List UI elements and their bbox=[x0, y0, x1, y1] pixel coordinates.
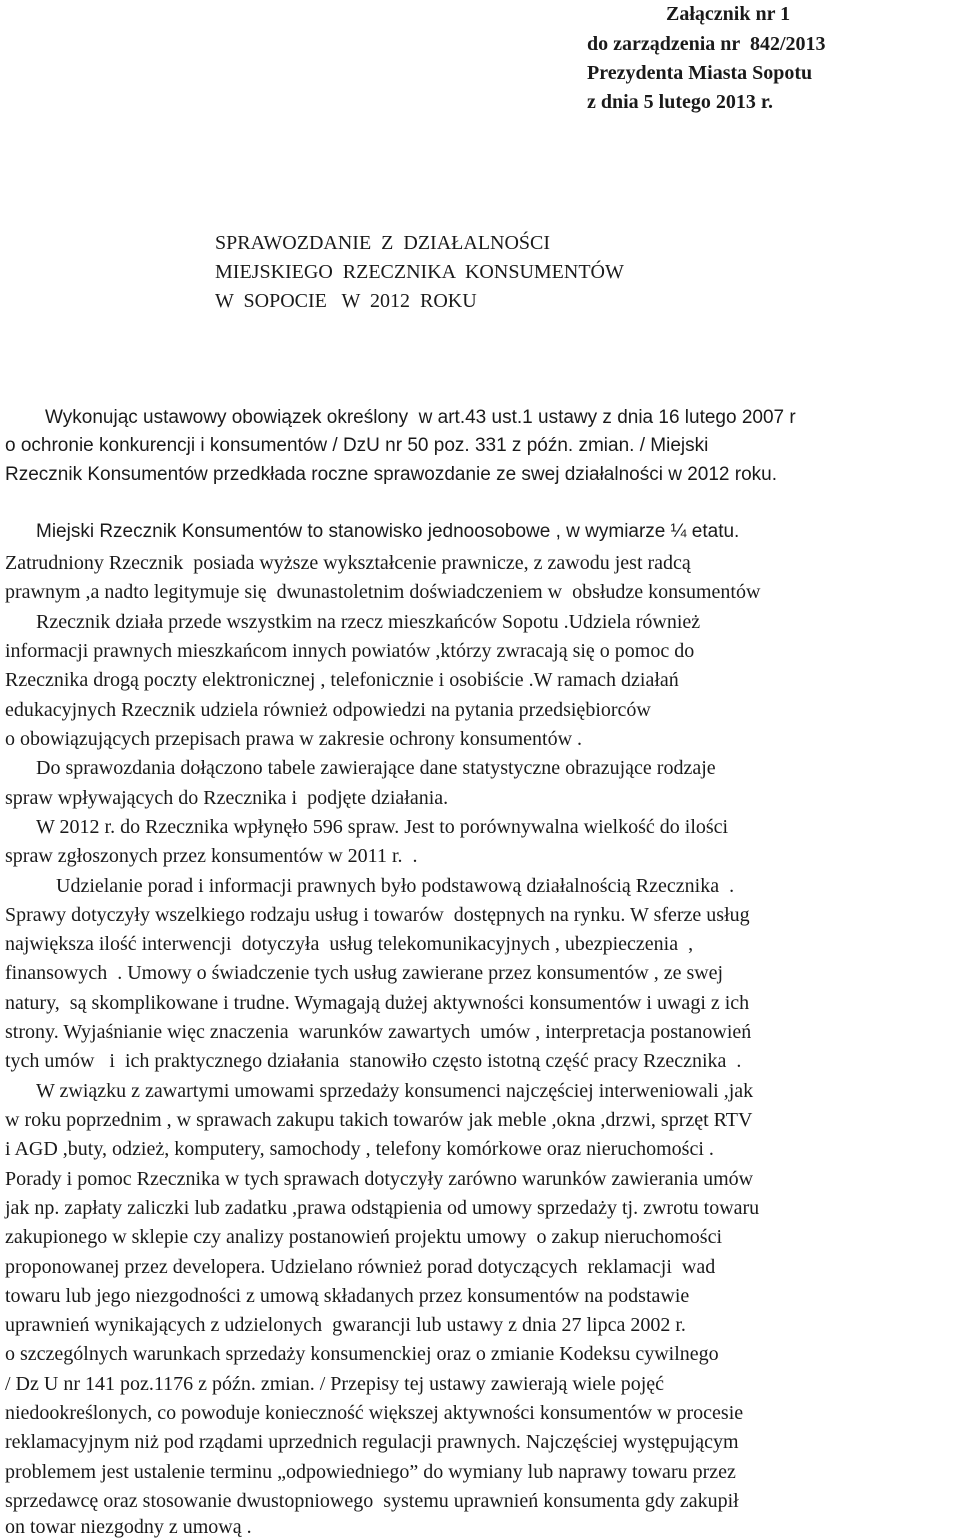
body-line: Sprawy dotyczyły wszelkiego rodzaju usług i towarów dostępnych na rynku. W sferze usług bbox=[5, 904, 750, 926]
body-line: Rzecznika drogą poczty elektronicznej , telefonicznie i osobiście .W ramach działań bbox=[5, 669, 679, 691]
body-line: i AGD ,buty, odzież, komputery, samochody , telefony komórkowe oraz nieruchomości . bbox=[5, 1138, 714, 1160]
body-line: zakupionego w sklepie czy analizy postanowień projektu umowy o zakup nieruchomości bbox=[5, 1226, 723, 1248]
body-line: Udzielanie porad i informacji prawnych było podstawową działalnością Rzecznika . bbox=[56, 875, 735, 897]
body-line: prawnym ,a nadto legitymuje się dwunastoletnim doświadczeniem w obsłudze konsumentów bbox=[5, 581, 761, 603]
intro-line: Rzecznik Konsumentów przedkłada roczne sprawozdanie ze swej działalności w 2012 roku. bbox=[5, 464, 778, 485]
body-line: jak np. zapłaty zaliczki lub zadatku ,prawa odstąpienia od umowy sprzedaży tj. zwrotu towaru bbox=[5, 1197, 760, 1219]
body-line: / Dz U nr 141 poz.1176 z późn. zmian. / Przepisy tej ustawy zawierają wiele pojęć bbox=[5, 1373, 665, 1395]
body-line: edukacyjnych Rzecznik udziela również odpowiedzi na pytania przedsiębiorców bbox=[5, 699, 651, 721]
body-line: uprawnień wynikających z udzielonych gwarancji lub ustawy z dnia 27 lipca 2002 r. bbox=[5, 1314, 686, 1336]
body-line: problemem jest ustalenie terminu „odpowiedniego” do wymiany lub naprawy towaru przez bbox=[5, 1461, 736, 1483]
body-line: sprzedawcę oraz stosowanie dwustopniowego systemu uprawnień konsumenta gdy zakupił bbox=[5, 1490, 739, 1512]
body-line: towaru lub jego niezgodności z umową składanych przez konsumentów na podstawie bbox=[5, 1285, 690, 1307]
body-line: W 2012 r. do Rzecznika wpłynęło 596 spraw. Jest to porównywalna wielkość do ilości bbox=[36, 816, 729, 838]
intro-line: Miejski Rzecznik Konsumentów to stanowisko jednoosobowe , w wymiarze ¼ etatu. bbox=[36, 521, 740, 542]
body-line: W związku z zawartymi umowami sprzedaży konsumenci najczęściej interweniowali ,jak bbox=[36, 1080, 754, 1102]
body-line: natury, są skomplikowane i trudne. Wymagają dużej aktywności konsumentów i uwagi z ich bbox=[5, 992, 750, 1014]
body-line: największa ilość interwencji dotyczyła usług telekomunikacyjnych , ubezpieczenia , bbox=[5, 933, 694, 955]
body-line: niedookreślonych, co powoduje konieczność większej aktywności konsumentów w procesie bbox=[5, 1402, 744, 1424]
body-line: spraw zgłoszonych przez konsumentów w 2011 r. . bbox=[5, 845, 418, 867]
body-line: finansowych . Umowy o świadczenie tych usług zawierane przez konsumentów , ze swej bbox=[5, 962, 724, 984]
body-line: informacji prawnych mieszkańcom innych powiatów ,którzy zwracają się o pomoc do bbox=[5, 640, 695, 662]
attachment-line: do zarządzenia nr 842/2013 bbox=[587, 33, 826, 55]
body-line: tych umów i ich praktycznego działania stanowiło często istotną część pracy Rzecznika . bbox=[5, 1050, 742, 1072]
body-line: on towar niezgodny z umową . bbox=[5, 1516, 252, 1538]
attachment-line: Prezydenta Miasta Sopotu bbox=[587, 62, 813, 84]
body-line: Do sprawozdania dołączono tabele zawierające dane statystyczne obrazujące rodzaje bbox=[36, 757, 716, 779]
body-line: o obowiązujących przepisach prawa w zakresie ochrony konsumentów . bbox=[5, 728, 583, 750]
body-line: spraw wpływających do Rzecznika i podjęte działania. bbox=[5, 787, 449, 809]
attachment-line: z dnia 5 lutego 2013 r. bbox=[587, 91, 773, 113]
report-title-line: SPRAWOZDANIE Z DZIAŁALNOŚCI bbox=[215, 232, 551, 254]
body-line: Porady i pomoc Rzecznika w tych sprawach dotyczyły zarówno warunków zawierania umów bbox=[5, 1168, 754, 1190]
report-title-line: MIEJSKIEGO RZECZNIKA KONSUMENTÓW bbox=[215, 261, 624, 283]
attachment-line: Załącznik nr 1 bbox=[666, 3, 791, 25]
body-line: strony. Wyjaśnianie więc znaczenia warunków zawartych umów , interpretacja postanowień bbox=[5, 1021, 752, 1043]
body-line: proponowanej przez developera. Udzielano również porad dotyczących reklamacji wad bbox=[5, 1256, 716, 1278]
report-title-line: W SOPOCIE W 2012 ROKU bbox=[215, 290, 477, 312]
body-line: o szczególnych warunkach sprzedaży konsumenckiej oraz o zmianie Kodeksu cywilnego bbox=[5, 1343, 719, 1365]
body-line: reklamacyjnym niż pod rządami uprzednich regulacji prawnych. Najczęściej występującym bbox=[5, 1431, 739, 1453]
body-line: Zatrudniony Rzecznik posiada wyższe wykształcenie prawnicze, z zawodu jest radcą bbox=[5, 552, 691, 574]
intro-line: o ochronie konkurencji i konsumentów / DzU nr 50 poz. 331 z późn. zmian. / Miejski bbox=[5, 435, 709, 456]
body-line: Rzecznik działa przede wszystkim na rzecz mieszkańców Sopotu .Udziela również bbox=[36, 611, 701, 633]
body-line: w roku poprzednim , w sprawach zakupu takich towarów jak meble ,okna ,drzwi, sprzęt RTV bbox=[5, 1109, 753, 1131]
intro-line: Wykonując ustawowy obowiązek określony w art.43 ust.1 ustawy z dnia 16 lutego 2007 r bbox=[45, 407, 796, 428]
